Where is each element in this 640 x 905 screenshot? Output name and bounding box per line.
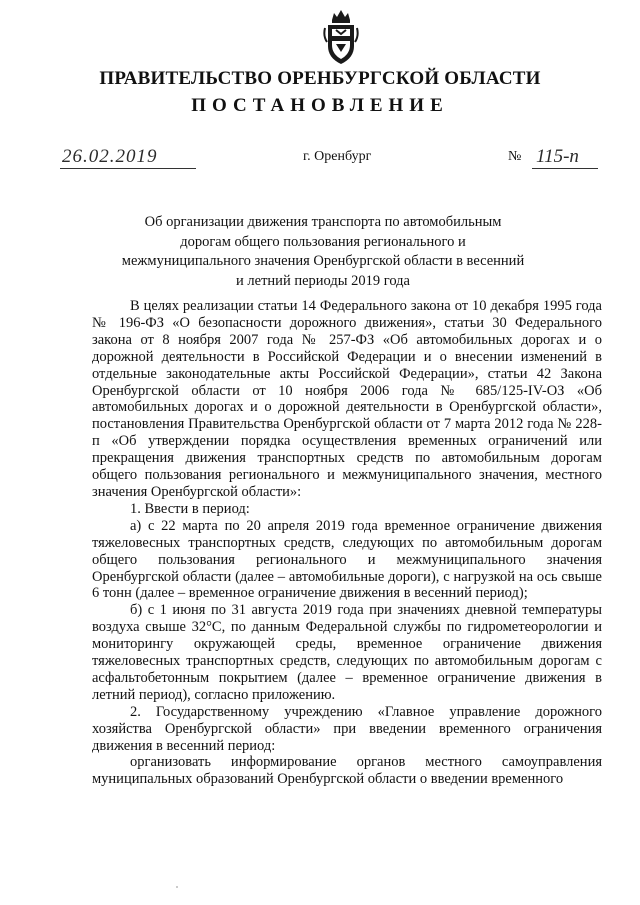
date-underline [60, 168, 196, 169]
document-subject: Об организации движения транспорта по автомобильным дорогам общего пользования регионального и межмуниципального значения Оренбургской области в весенний и летний периоды 2019 года [121, 214, 525, 289]
coat-of-arms-icon [323, 6, 359, 66]
body-paragraph: 2. Государственному учреждению «Главное управление дорожного хозяйства Оренбургской области» при введении временного ограничения движения в весенний период: [92, 703, 602, 754]
body-paragraph: В целях реализации статьи 14 Федерального закона от 10 декабря 1995 года № 196-ФЗ «О безопасности дорожного движения», статьи 30 Федерального закона от 8 ноября 2007 года № 257-ФЗ «Об автомобильных дорогах и о дорожной деятельности в Российской Федерации и о внесении изменений в отдельные законодательные акты Российской Федерации», статьи 42 Закона Оренбургской области от 10 ноября 2006 года № 685/125-IV-ОЗ «Об автомобильных дорогах и о дорожной деятельности в Оренбургской области», постановления Правительства Оренбургской области от 7 марта 2012 года № 228-п «Об утверждении порядка осуществления временных ограничений или прекращения движения транспортных средств по автомобильным дорогам общего пользования регионального и межмуниципального значения, местного значения Оренбургской области»: [92, 298, 602, 500]
document-type: ПОСТАНОВЛЕНИЕ [191, 95, 449, 116]
body-paragraph: 1. Ввести в период: [130, 500, 250, 517]
document-body [92, 298, 602, 788]
body-paragraph: б) с 1 июня по 31 августа 2019 года при значениях дневной температуры воздуха свыше 32°С, по данным Федеральной службы по гидрометеорологии и мониторингу окружающей среды, временное ограничение движения тяжеловесных транспортных средств, следующих по автомобильным дорогам с асфальтобетонным покрытием (далее – временное ограничение движения в летний период), согласно приложению. [92, 602, 602, 703]
number-sign: № [508, 149, 522, 164]
document-number: 115-п [536, 146, 579, 167]
number-underline [532, 168, 598, 169]
government-title: ПРАВИТЕЛЬСТВО ОРЕНБУРГСКОЙ ОБЛАСТИ [99, 68, 541, 89]
document-city: г. Оренбург [303, 149, 372, 164]
body-paragraph: а) с 22 марта по 20 апреля 2019 года временное ограничение движения тяжеловесных транспортных средств, следующих по автомобильным дорогам общего пользования регионального и межмуниципального значения Оренбургской области (далее – автомобильные дороги), с нагрузкой на ось свыше 6 тонн (далее – временное ограничение движения в весенний период); [92, 517, 602, 602]
scan-artifact [176, 886, 178, 888]
body-paragraph: организовать информирование органов местного самоуправления муниципальных образований Оренбургской области о введении временного [92, 754, 602, 788]
document-date: 26.02.2019 [62, 146, 158, 167]
